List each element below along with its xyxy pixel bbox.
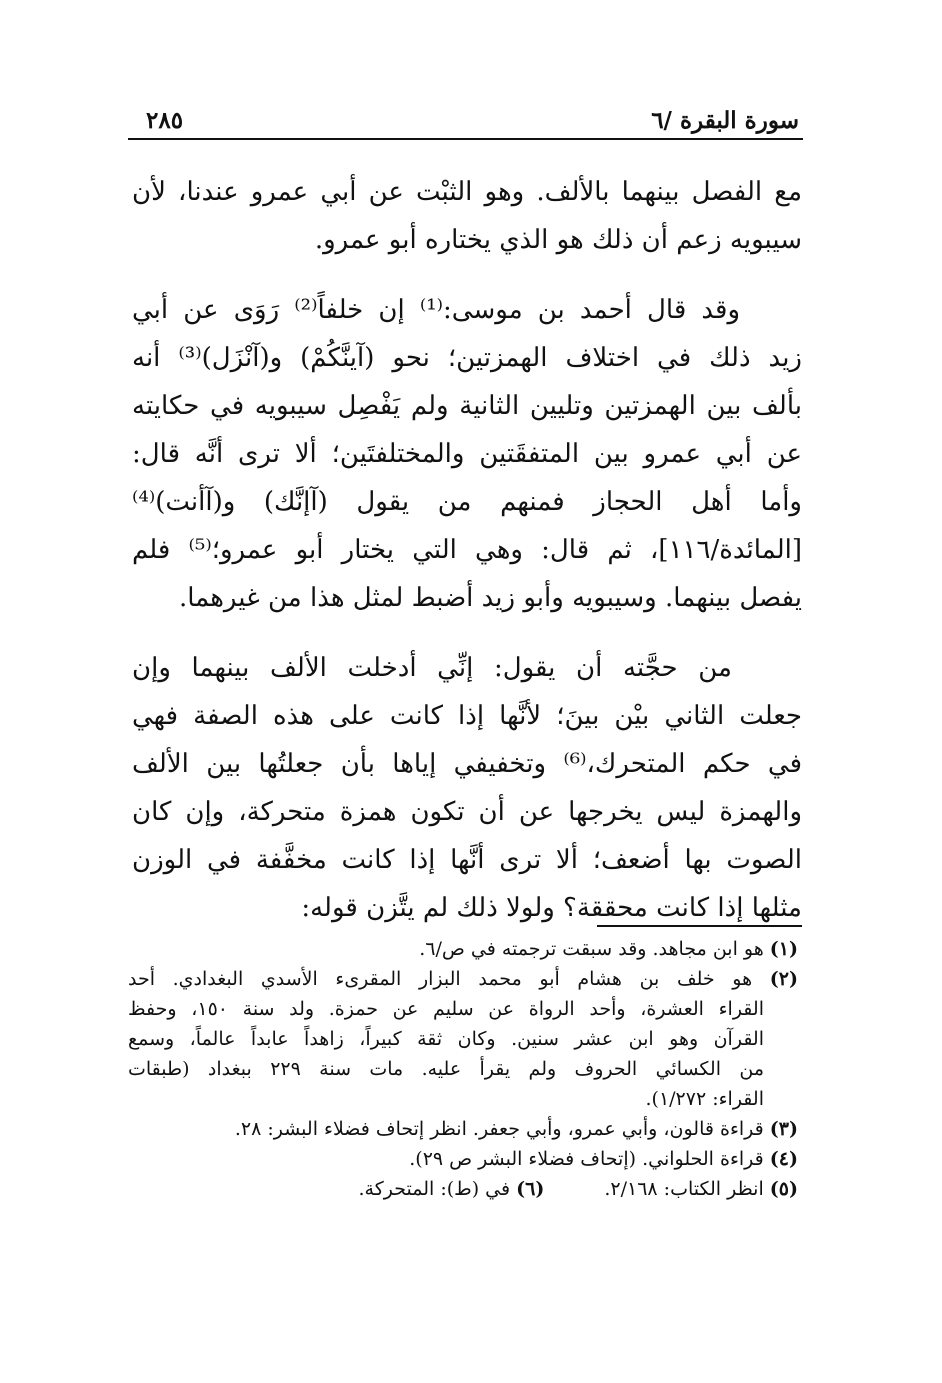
text-line: وأما أهل الحجاز فمنهم من يقول (آإنَّك) و(آأنت)⁽⁴⁾: [132, 487, 802, 517]
footnote-number: (٣): [769, 1118, 798, 1140]
footnote-text: قراءة الحلواني. (إتحاف فضلاء البشر ص ٢٩).: [409, 1148, 764, 1170]
running-title: سورة البقرة /٦: [651, 107, 799, 134]
footnote-text-line: القراء العشرة، وأحد الرواة عن سليم عن حمزة. ولد سنة ١٥٠، وحفظ: [128, 998, 764, 1020]
footnote-number: (٢): [769, 968, 798, 990]
footnote-number: (١): [769, 938, 798, 960]
footnote-number: (٤): [769, 1148, 798, 1170]
footnote-text: قراءة قالون، وأبي عمرو، وأبي جعفر. انظر إتحاف فضلاء البشر: ٢٨.: [234, 1118, 764, 1140]
page-number: ٢٨٥: [146, 107, 184, 134]
footnote-2: [128, 964, 798, 1114]
footnotes-5-6: [128, 1174, 798, 1204]
text-line: عن أبي عمرو بين المتفقَتين والمختلفتَين؛ ألا ترى أنَّه قال:: [132, 439, 802, 469]
footnote-4: [128, 1144, 798, 1174]
text-line: والهمزة ليس يخرجها عن أن تكون همزة متحركة، وإن كان: [132, 797, 802, 827]
text-line: في حكم المتحرك،⁽⁶⁾ وتخفيفي إياها بأن جعلتُها بين الألف: [132, 749, 802, 779]
text-line: سيبويه زعم أن ذلك هو الذي يختاره أبو عمرو.: [314, 225, 802, 255]
paragraph: [132, 286, 802, 622]
text-line: يفصل بينهما. وسيبويه وأبو زيد أضبط لمثل هذا من غيرهما.: [179, 583, 802, 613]
text-line: زيد ذلك في اختلاف الهمزتين؛ نحو (آينَّكُمْ) و(آنْزَل)⁽³⁾ أنه: [132, 343, 802, 373]
footnote-text-line: من الكسائي الحروف ولم يقرأ عليه. مات سنة ٢٢٩ ببغداد (طبقات: [128, 1058, 764, 1080]
footnote-number: (٦): [516, 1178, 545, 1200]
footnote-divider: [597, 925, 802, 927]
footnote-text: هو خلف بن هشام أبو محمد البزار المقرىء الأسدي البغدادي. أحد: [128, 968, 753, 990]
footnote-text: انظر الكتاب: ٢/١٦٨.: [604, 1178, 764, 1200]
footnotes: [128, 934, 798, 1204]
text-line: [المائدة/١١٦]، ثم قال: وهي التي يختار أبو عمرو؛⁽⁵⁾ فلم: [132, 535, 802, 565]
paragraph: [132, 168, 802, 264]
page-header: [128, 96, 803, 140]
text-line: مع الفصل بينهما بالألف. وهو الثبْت عن أبي عمرو عندنا، لأن: [132, 177, 802, 207]
footnote-text: في (ط): المتحركة.: [358, 1178, 511, 1200]
text-line: من حجَّته أن يقول: إنِّي أدخلت الألف بينهما وإن: [132, 653, 732, 683]
text-line: وقد قال أحمد بن موسى:⁽¹⁾ إن خلفاً⁽²⁾ رَوَى عن أبي: [132, 295, 741, 325]
footnote-1: [128, 934, 798, 964]
footnote-3: [128, 1114, 798, 1144]
text-line: جعلت الثاني بيْن بينَ؛ لأنَّها إذا كانت على هذه الصفة فهي: [132, 701, 802, 731]
footnote-text: هو ابن مجاهد. وقد سبقت ترجمته في ص/٦.: [419, 938, 764, 960]
text-line: الصوت بها أضعف؛ ألا ترى أنَّها إذا كانت مخفَّفة في الوزن: [132, 845, 802, 875]
paragraph: [132, 644, 802, 932]
footnote-text-line: القرآن وهو ابن عشر سنين. وكان ثقة كبيراً، زاهداً عابداً عالماً، وسمع: [128, 1028, 764, 1050]
footnote-6: [358, 1174, 544, 1204]
text-line: بألف بين الهمزتين وتليين الثانية ولم يَفْصِل سيبويه في حكايته: [132, 391, 802, 421]
footnote-text-line: القراء: ١/٢٧٢).: [645, 1088, 764, 1110]
footnote-number: (٥): [769, 1178, 798, 1200]
main-text: [132, 168, 802, 932]
text-line: مثلها إذا كانت محققة؟ ولولا ذلك لم يتَّزن قوله:: [301, 893, 802, 923]
footnote-5: [604, 1174, 798, 1204]
